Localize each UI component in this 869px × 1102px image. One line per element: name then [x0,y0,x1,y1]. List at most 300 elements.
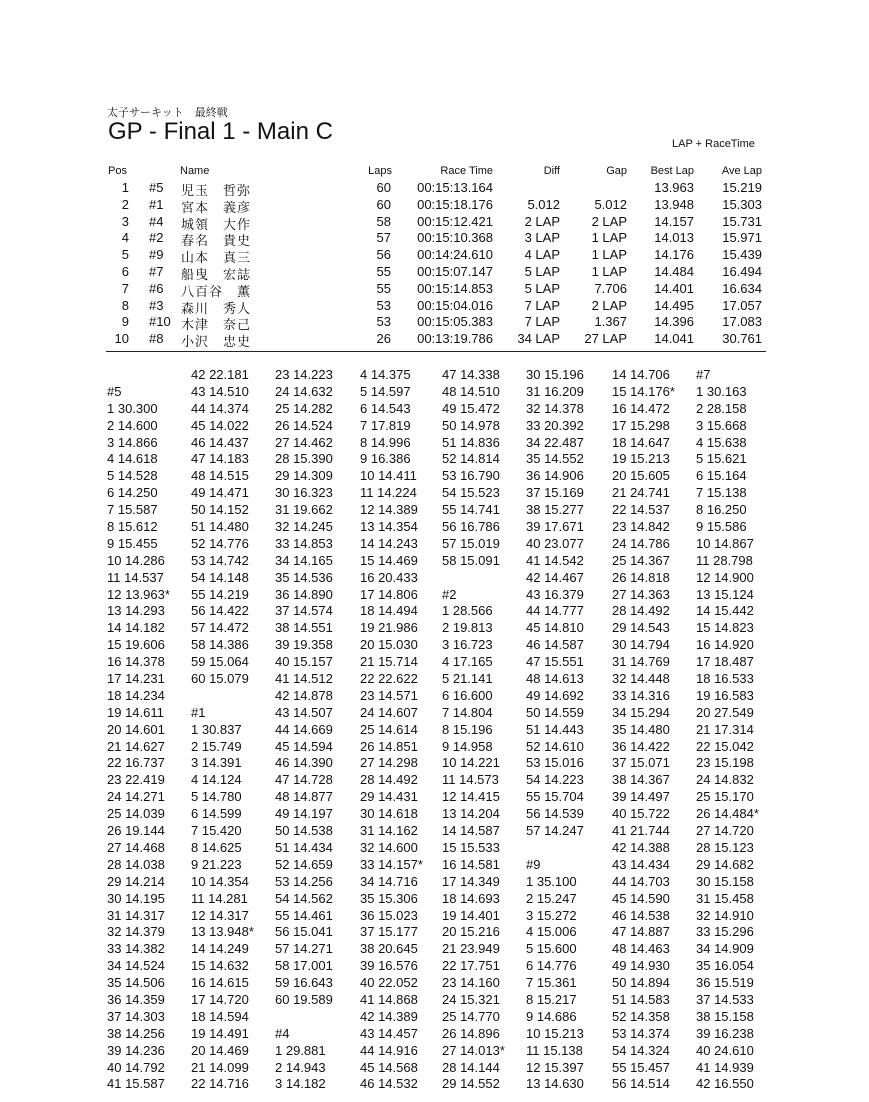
lap-time-entry: 11 14.224 [360,485,417,501]
lap-time-entry: 57 14.472 [191,620,249,636]
col-laps: Laps [368,165,392,177]
lap-time-entry: 35 14.552 [526,451,584,467]
lap-time-entry: 37 15.177 [360,924,418,940]
lap-time-entry: 12 14.415 [442,789,500,805]
result-laps: 55 [376,280,391,296]
lap-time-entry: 5 14.780 [191,789,242,805]
lap-time-entry: 29 14.431 [360,789,418,805]
page-title: GP - Final 1 - Main C [108,118,333,145]
lap-time-entry: 23 14.160 [442,975,500,991]
lap-time-entry: 27 14.468 [107,839,165,855]
lap-time-entry: 15 14.176* [612,383,675,399]
lap-time-entry: 2 19.813 [442,620,493,636]
lap-time-entry [107,367,170,384]
lap-time-entry: 3 16.723 [442,637,493,653]
lap-time-entry: 47 14.338 [442,367,500,382]
lap-time-entry: 38 15.277 [526,502,584,518]
lap-time-entry: 21 14.627 [107,738,165,754]
lap-time-entry: 40 22.052 [360,975,418,991]
lap-time-entry: 10 15.213 [526,1025,584,1041]
result-driver-name: 児玉 哲弥 [181,184,252,199]
lap-time-entry: 13 13.948* [191,924,254,940]
lap-time-entry: 30 14.794 [612,637,670,653]
lap-time-entry: 56 14.422 [191,603,249,619]
lap-time-entry: 49 14.930 [612,958,670,974]
lap-time-entry: 3 14.866 [107,434,158,450]
lap-time-entry: 22 17.751 [442,958,500,974]
col-name: Name [180,165,210,177]
result-ave-lap: 15.731 [722,213,762,229]
lap-column [612,367,675,1093]
lap-time-entry: 40 15.722 [612,806,670,822]
lap-time-entry: 24 14.607 [360,704,418,720]
lap-time-entry: 34 14.524 [107,958,165,974]
lap-column [275,367,333,1093]
lap-time-entry: 47 14.183 [191,451,249,467]
result-diff: 5.012 [527,196,560,212]
report-mode-label: LAP + RaceTime [672,138,755,150]
lap-time-entry: 50 14.978 [442,417,500,433]
lap-time-entry: 52 14.358 [612,1008,670,1024]
result-ave-lap: 16.494 [722,264,762,279]
result-car-number: #8 [149,331,164,347]
lap-time-entry: 15 14.469 [360,552,418,568]
lap-time-entry: 6 14.250 [107,485,158,501]
result-row [0,230,869,250]
lap-time-entry: 3 15.668 [696,417,747,433]
lap-time-entry: 7 14.804 [442,704,493,720]
lap-time-entry: 58 15.091 [442,552,500,568]
result-race-time: 00:15:07.147 [417,264,493,279]
result-diff: 34 LAP [517,331,560,347]
lap-time-entry: 58 17.001 [275,958,333,974]
lap-car-heading: #1 [191,704,206,720]
result-pos: 5 [121,247,129,263]
lap-time-entry: 51 14.443 [526,721,584,737]
lap-time-entry: 39 14.236 [107,1042,165,1058]
result-laps: 26 [376,331,391,347]
lap-time-entry: 60 19.589 [275,991,333,1007]
lap-time-entry: 22 14.537 [612,502,670,518]
lap-time-entry: 27 14.720 [696,823,754,839]
lap-time-entry: 28 15.390 [275,451,333,467]
lap-column [442,367,505,1093]
lap-time-entry: 41 21.744 [612,823,670,839]
lap-time-entry: 25 14.039 [107,806,165,822]
lap-time-entry: 4 15.006 [526,924,577,940]
lap-time-entry: 46 14.538 [612,907,670,923]
lap-time-entry: 18 14.647 [612,434,670,450]
result-diff: 2 LAP [524,213,560,229]
lap-time-entry: 5 15.621 [696,451,747,467]
lap-time-entry: 4 14.124 [191,772,242,788]
result-pos: 2 [121,196,129,212]
lap-time-entry: 44 14.777 [526,603,584,619]
result-row [0,247,869,267]
lap-time-entry: 27 14.298 [360,755,418,771]
lap-time-entry: 26 14.818 [612,569,670,585]
lap-time-entry: 13 14.630 [526,1076,584,1092]
lap-time-entry: 26 14.851 [360,738,418,754]
lap-time-entry: 51 14.480 [191,519,249,535]
lap-time-entry: 40 23.077 [526,535,584,551]
lap-time-entry: 36 15.519 [696,975,754,991]
lap-time-entry: 43 14.510 [191,383,249,399]
lap-time-entry: 32 14.379 [107,924,165,940]
lap-time-entry: 36 14.422 [612,738,670,754]
lap-time-entry: 8 15.217 [526,991,577,1007]
lap-time-entry: 22 16.737 [107,755,165,771]
lap-time-entry: 8 14.996 [360,434,411,450]
lap-time-entry: 50 14.538 [275,823,333,839]
lap-time-entry: 25 15.170 [696,789,754,805]
lap-time-entry: 10 14.286 [107,552,165,568]
lap-time-entry: 6 14.543 [360,400,411,416]
lap-time-entry: 31 14.317 [107,907,165,923]
lap-time-entry: 6 14.599 [191,806,242,822]
lap-time-entry: 42 14.467 [526,569,584,585]
result-laps: 55 [376,264,391,279]
result-best-lap: 14.396 [654,314,694,330]
lap-time-entry: 16 14.378 [107,654,165,670]
lap-time-entry: 19 16.583 [696,687,754,703]
lap-time-entry: 56 15.041 [275,924,333,940]
lap-time-entry: 28 14.492 [360,772,418,788]
lap-column [107,367,170,1093]
lap-car-heading: #7 [696,367,711,382]
lap-time-entry [275,1009,333,1026]
lap-time-entry: 33 14.157* [360,856,423,872]
lap-time-entry: 32 14.378 [526,400,584,416]
lap-time-entry: 39 16.238 [696,1025,754,1041]
lap-time-entry: 40 14.792 [107,1059,165,1075]
lap-time-entry: 24 14.832 [696,772,754,788]
col-diff: Diff [543,165,560,177]
lap-time-entry: 46 14.587 [526,637,584,653]
lap-time-entry: 34 22.487 [526,434,584,450]
lap-time-entry: 2 14.600 [107,417,158,433]
lap-time-entry: 25 14.614 [360,721,418,737]
lap-time-entry: 41 15.587 [107,1076,165,1092]
result-race-time: 00:15:05.383 [417,314,493,330]
result-gap: 1 LAP [591,264,627,279]
lap-time-entry: 36 14.906 [526,468,584,484]
lap-time-entry: 14 14.243 [360,535,418,551]
result-car-number: #4 [149,213,164,229]
lap-time-entry: 43 16.379 [526,586,584,602]
result-car-number: #1 [149,196,164,212]
lap-time-entry: 54 14.148 [191,569,249,585]
result-gap: 5.012 [594,196,627,212]
lap-time-entry: 8 15.612 [107,519,158,535]
lap-time-entry: 24 14.271 [107,789,165,805]
lap-time-entry: 44 14.669 [275,721,333,737]
result-diff: 3 LAP [524,230,560,246]
lap-time-entry: 43 14.457 [360,1025,418,1041]
col-race-time: Race Time [440,165,493,177]
lap-time-entry: 9 15.586 [696,519,747,535]
lap-time-entry: 21 23.949 [442,941,500,957]
lap-time-entry: 44 14.703 [612,873,670,889]
lap-time-entry: 5 15.600 [526,941,577,957]
lap-time-entry: 21 17.314 [696,721,754,737]
lap-time-entry: 57 14.271 [275,941,333,957]
result-best-lap: 14.495 [654,297,694,313]
result-best-lap: 14.041 [654,331,694,347]
lap-time-entry: 9 14.686 [526,1008,577,1024]
lap-time-entry: 45 14.022 [191,417,249,433]
result-car-number: #9 [149,247,164,263]
lap-time-entry: 21 14.099 [191,1059,249,1075]
lap-time-entry: 32 14.600 [360,839,418,855]
result-pos: 4 [121,230,129,246]
result-laps: 56 [376,247,391,263]
lap-time-entry: 12 14.317 [191,907,249,923]
lap-time-entry: 50 14.894 [612,975,670,991]
lap-time-entry: 34 15.294 [612,704,670,720]
lap-time-entry: 36 15.023 [360,907,418,923]
lap-time-entry: 19 14.491 [191,1025,249,1041]
lap-time-entry: 57 15.019 [442,535,500,551]
lap-car-heading: #2 [442,586,457,602]
result-race-time: 00:13:19.786 [417,331,493,347]
result-pos: 9 [121,314,129,330]
lap-time-entry: 41 14.939 [696,1059,754,1075]
lap-time-entry: 48 14.510 [442,383,500,399]
lap-time-entry: 6 16.600 [442,687,493,703]
result-ave-lap: 16.634 [722,280,762,296]
lap-time-entry: 14 14.182 [107,620,165,636]
lap-time-entry: 8 15.196 [442,721,493,737]
lap-time-entry: 34 14.716 [360,873,418,889]
lap-time-entry: 3 14.182 [275,1076,326,1092]
lap-time-entry: 20 15.030 [360,637,418,653]
lap-time-entry: 14 14.249 [191,941,249,957]
lap-time-entry: 35 14.536 [275,569,333,585]
lap-time-entry: 15 19.606 [107,637,165,653]
result-best-lap: 13.963 [654,180,694,195]
lap-car-heading: #5 [107,383,122,399]
lap-time-entry: 12 14.900 [696,569,754,585]
lap-time-entry: 29 14.682 [696,856,754,872]
lap-time-entry: 38 14.256 [107,1025,165,1041]
lap-time-entry [442,570,505,587]
lap-time-entry: 55 15.704 [526,789,584,805]
lap-time-entry: 4 14.375 [360,367,411,382]
result-laps: 53 [376,314,391,330]
lap-time-entry: 43 14.507 [275,704,333,720]
lap-column [526,367,584,1093]
result-row [0,197,869,214]
lap-time-entry: 35 14.480 [612,721,670,737]
lap-time-entry: 44 14.374 [191,400,249,416]
lap-time-entry: 56 14.514 [612,1076,670,1092]
result-gap: 1 LAP [591,247,627,263]
lap-time-entry: 20 14.469 [191,1042,249,1058]
lap-time-entry: 6 14.776 [526,958,577,974]
lap-time-entry: 50 14.152 [191,502,249,518]
lap-time-entry: 34 14.165 [275,552,333,568]
lap-time-entry: 23 14.223 [275,367,333,382]
lap-time-entry: 37 14.303 [107,1008,165,1024]
lap-time-entry: 20 27.549 [696,704,754,720]
lap-time-entry: 41 14.542 [526,552,584,568]
lap-time-entry: 55 14.741 [442,502,500,518]
result-pos: 10 [114,331,129,347]
result-diff: 4 LAP [524,247,560,263]
lap-time-entry: 16 20.433 [360,569,418,585]
result-row [0,180,869,197]
lap-time-entry: 45 14.594 [275,738,333,754]
lap-time-entry: 55 15.457 [612,1059,670,1075]
lap-time-entry: 16 14.581 [442,856,500,872]
lap-time-entry: 58 14.386 [191,637,249,653]
lap-time-entry: 13 14.293 [107,603,165,619]
lap-time-entry: 19 21.986 [360,620,418,636]
lap-time-entry: 49 14.471 [191,485,249,501]
col-ave-lap: Ave Lap [721,165,762,177]
lap-time-entry: 46 14.390 [275,755,333,771]
event-subtitle: 太子サーキット 最終戦 [107,106,228,119]
lap-time-entry: 17 15.298 [612,417,670,433]
lap-time-entry: 56 16.786 [442,519,500,535]
lap-time-entry: 16 14.615 [191,975,249,991]
result-row [0,264,869,281]
lap-time-entry: 26 19.144 [107,823,165,839]
result-ave-lap: 15.971 [722,230,762,246]
result-row [0,281,869,298]
lap-time-entry: 5 14.528 [107,468,158,484]
lap-time-entry: 23 22.419 [107,772,165,788]
lap-time-entry: 29 14.309 [275,468,333,484]
result-driver-name: 山本 真三 [181,251,252,267]
lap-time-entry: 33 14.382 [107,941,165,957]
lap-time-entry: 1 30.163 [696,383,747,399]
result-row [0,298,869,315]
lap-time-entry: 45 14.590 [612,890,670,906]
lap-time-entry: 7 17.819 [360,417,411,433]
lap-time-entry: 25 14.367 [612,552,670,568]
result-gap: 2 LAP [591,297,627,313]
lap-time-entry: 27 14.363 [612,586,670,602]
lap-time-entry: 48 14.463 [612,941,670,957]
lap-time-entry: 55 14.219 [191,586,249,602]
lap-time-entry: 9 15.455 [107,535,158,551]
result-driver-name: 八百谷 薫 [181,284,252,300]
lap-time-entry: 53 15.016 [526,755,584,771]
result-diff: 7 LAP [524,314,560,330]
result-driver-name: 小沢 忠史 [181,335,252,351]
lap-time-entry: 17 18.487 [696,654,754,670]
lap-time-entry: 17 14.720 [191,991,249,1007]
lap-time-entry: 31 16.209 [526,383,584,399]
lap-time-entry: 7 15.361 [526,975,577,991]
lap-time-entry: 52 14.814 [442,451,500,467]
lap-time-entry: 46 14.532 [360,1076,418,1092]
result-car-number: #3 [149,297,164,313]
lap-time-entry: 18 14.594 [191,1008,249,1024]
lap-time-entry: 14 14.706 [612,367,670,382]
lap-time-entry: 12 15.397 [526,1059,584,1075]
lap-time-entry: 15 14.823 [696,620,754,636]
lap-time-entry: 15 14.632 [191,958,249,974]
result-race-time: 00:15:10.368 [417,230,493,246]
lap-time-entry: 23 15.198 [696,755,754,771]
lap-time-entry: 25 14.282 [275,400,333,416]
lap-time-entry: 29 14.214 [107,873,165,889]
lap-time-entry: 1 35.100 [526,873,577,889]
lap-time-entry: 22 15.042 [696,738,754,754]
lap-time-entry: 16 14.920 [696,637,754,653]
lap-column [191,367,254,1093]
result-driver-name: 森川 秀人 [181,301,252,317]
lap-time-entry: 48 14.877 [275,789,333,805]
lap-time-entry: 22 14.716 [191,1076,249,1092]
result-laps: 57 [376,230,391,246]
lap-time-entry: 7 15.587 [107,502,158,518]
lap-time-entry: 13 14.354 [360,519,418,535]
lap-time-entry: 12 14.389 [360,502,418,518]
lap-time-entry: 24 14.632 [275,383,333,399]
lap-time-entry: 11 14.537 [107,569,164,585]
lap-time-entry: 12 13.963* [107,586,170,602]
lap-time-entry: 33 14.316 [612,687,670,703]
lap-time-entry: 21 15.714 [360,654,418,670]
lap-time-entry: 5 14.597 [360,383,411,399]
lap-time-entry [526,840,584,857]
lap-time-entry: 8 16.250 [696,502,747,518]
result-laps: 53 [376,297,391,313]
result-car-number: #2 [149,230,164,246]
lap-time-entry: 51 14.434 [275,839,333,855]
lap-time-entry: 49 15.472 [442,400,500,416]
result-best-lap: 14.157 [654,213,694,229]
result-car-number: #7 [149,264,164,279]
lap-time-entry: 42 14.388 [612,839,670,855]
result-race-time: 00:15:13.164 [417,180,493,195]
result-laps: 58 [376,213,391,229]
lap-time-entry: 34 14.909 [696,941,754,957]
lap-time-entry: 26 14.896 [442,1025,500,1041]
result-driver-name: 木津 奈己 [181,318,252,334]
result-ave-lap: 30.761 [722,331,762,347]
result-laps: 60 [376,180,391,195]
result-best-lap: 14.013 [654,230,694,246]
lap-time-entry: 28 15.123 [696,839,754,855]
lap-time-entry: 45 14.568 [360,1059,418,1075]
lap-time-entry: 33 14.853 [275,535,333,551]
lap-time-entry [191,688,254,705]
result-gap: 2 LAP [591,213,627,229]
lap-time-entry: 28 14.492 [612,603,670,619]
lap-time-entry: 41 14.512 [275,671,333,687]
lap-time-entry: 54 14.562 [275,890,333,906]
lap-time-entry: 39 14.497 [612,789,670,805]
lap-time-entry: 59 16.643 [275,975,333,991]
result-driver-name: 城領 大作 [181,217,252,233]
lap-time-entry: 11 28.798 [696,552,753,568]
lap-time-entry: 55 14.461 [275,907,333,923]
result-best-lap: 14.484 [654,264,694,279]
lap-time-entry: 37 15.169 [526,485,584,501]
lap-time-entry: 2 28.158 [696,400,747,416]
lap-time-entry: 38 14.367 [612,772,670,788]
lap-time-entry: 47 14.728 [275,772,333,788]
lap-time-entry: 18 14.693 [442,890,500,906]
lap-time-entry: 46 14.437 [191,434,249,450]
lap-time-entry: 60 15.079 [191,671,249,687]
lap-time-entry: 18 14.494 [360,603,418,619]
